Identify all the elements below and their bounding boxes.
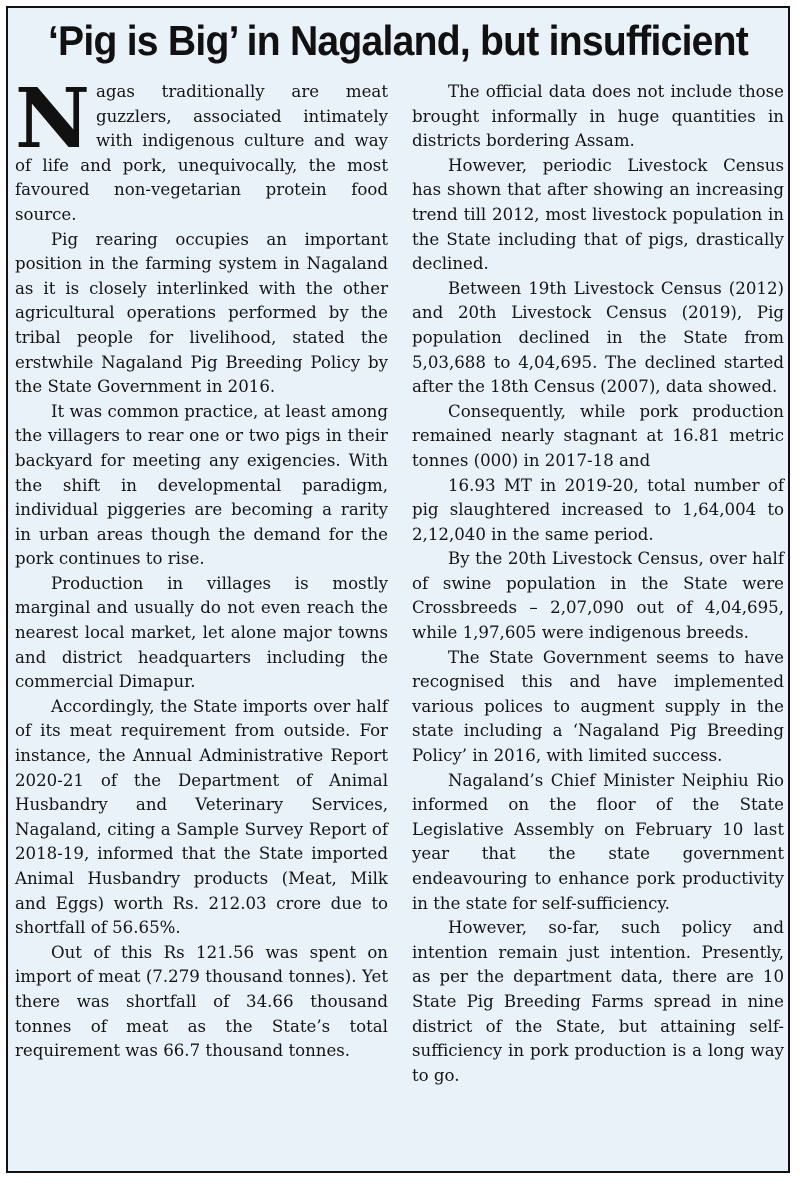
article-paragraph: The official data does not include those brought informally in huge quantities in districts bordering Assam. — [412, 82, 784, 151]
article-paragraph: Consequently, while pork production remained nearly stagnant at 16.81 metric tonnes (000) in 2017-18 and — [412, 401, 784, 470]
article-paragraph: It was common practice, at least among the villagers to rear one or two pigs in their backyard for meeting any exigencies. With the shift in developmental paradigm, individual piggeries are becoming a rarity in urban areas though the demand for the pork continues to rise. — [15, 401, 388, 569]
article-paragraph: Between 19th Livestock Census (2012) and 20th Livestock Census (2019), Pig population declined in the State from 5,03,688 to 4,04,695. The declined started after the 18th Census (2007), data showed. — [412, 278, 784, 397]
drop-cap: N — [15, 71, 90, 167]
article-paragraph: Pig rearing occupies an important position in the farming system in Nagaland as it is closely interlinked with the other agricultural operations performed by the tribal people for livelihood, stated the erstwhile Nagaland Pig Breeding Policy by the State Government in 2016. — [15, 229, 388, 397]
article-box — [6, 6, 790, 1173]
article-left-column — [15, 71, 388, 1064]
article-paragraph: The State Government seems to have recognised this and have implemented various polices to augment supply in the state including a ‘Nagaland Pig Breeding Policy’ in 2016, with limited success. — [412, 647, 784, 766]
article-paragraph: However, periodic Livestock Census has shown that after showing an increasing trend till 2012, most livestock population in the State including that of pigs, drastically declined. — [412, 155, 784, 274]
article-paragraph — [15, 71, 388, 228]
article-paragraph: However, so-far, such policy and intention remain just intention. Presently, as per the department data, there are 10 State Pig Breeding Farms spread in nine district of the State, but attaining self-sufficiency in pork production is a long way to go. — [412, 918, 784, 1085]
article-paragraph: 16.93 MT in 2019-20, total number of pig slaughtered increased to 1,64,004 to 2,12,040 in the same period. — [412, 475, 784, 544]
article-headline: ‘Pig is Big’ in Nagaland, but insufficient — [47, 17, 749, 64]
article-paragraph: Nagaland’s Chief Minister Neiphiu Rio informed on the floor of the State Legislative Assembly on February 10 last year that the state government endeavouring to enhance pork productivity in the state for self-sufficiency. — [412, 770, 784, 913]
article-paragraph: Accordingly, the State imports over half of its meat requirement from outside. For instance, the Annual Administrative Report 2020-21 of the Department of Animal Husbandry and Veterinary Services, Nagaland, citing a Sample Survey Report of 2018-19, informed that the State imported Animal Husbandry products (Meat, Milk and Eggs) worth Rs. 212.03 crore due to shortfall of 56.65%. — [15, 696, 388, 938]
paragraph-text: agas traditionally are meat guzzlers, associated intimately with indigenous culture and way of life and pork, unequivocally, the most favoured non-vegetarian protein food source. — [15, 82, 388, 224]
article-paragraph: By the 20th Livestock Census, over half of swine population in the State were Crossbreeds – 2,07,090 out of 4,04,695, while 1,97,605 were indigenous breeds. — [412, 549, 784, 643]
article-paragraph: Production in villages is mostly marginal and usually do not even reach the nearest local market, let alone major towns and district headquarters including the commercial Dimapur. — [15, 573, 388, 692]
article-right-column — [412, 80, 784, 1088]
article-paragraph: Out of this Rs 121.56 was spent on import of meat (7.279 thousand tonnes). Yet there was shortfall of 34.66 thousand tonnes of meat as the State’s total requirement was 66.7 thousand tonnes. — [15, 942, 388, 1061]
